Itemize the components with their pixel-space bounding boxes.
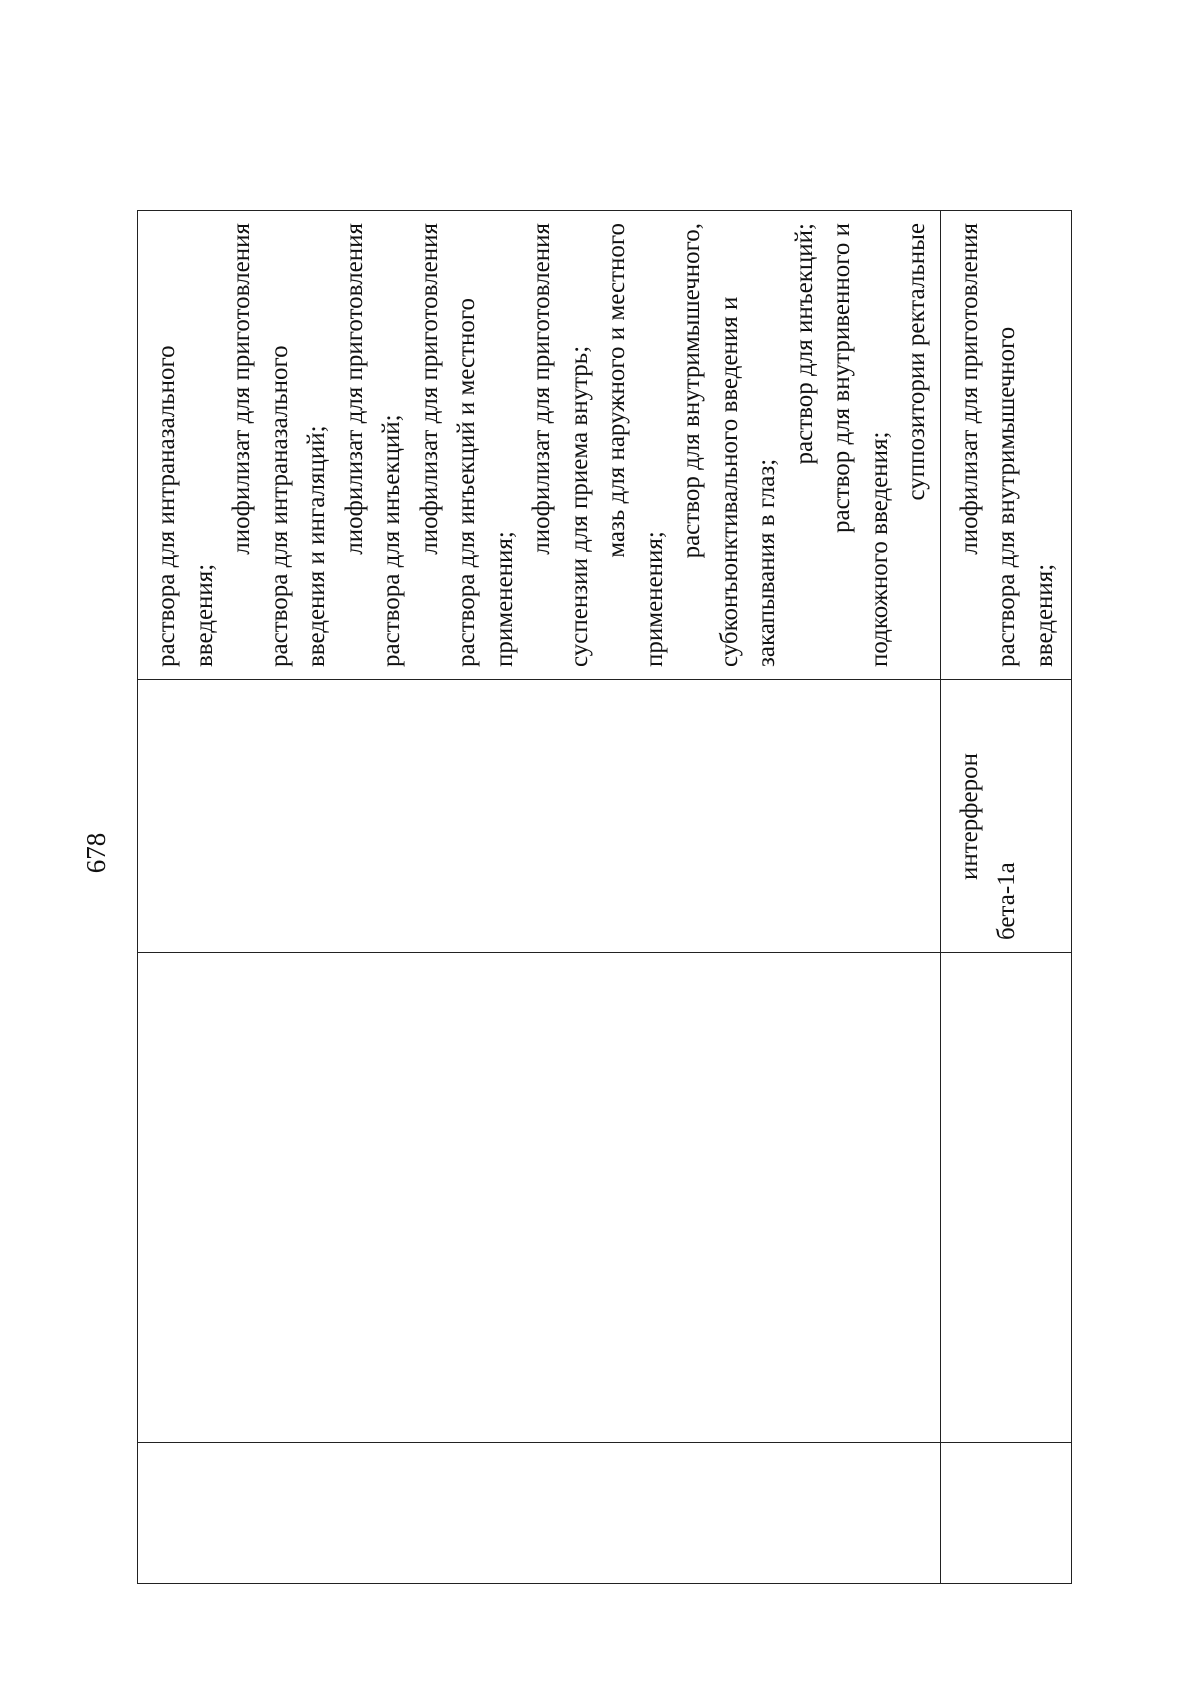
dosage-form-line: лиофилизат для приготовления (340, 223, 368, 555)
dosage-form-line: суппозитории ректальные (903, 223, 930, 501)
table-row (138, 211, 941, 1584)
cell-inn (138, 680, 941, 953)
cell-group (940, 953, 1071, 1443)
cell-dosage-forms (138, 211, 941, 680)
table-container (137, 211, 1058, 1584)
rotated-table-frame (137, 211, 1058, 1584)
dosage-form-line: введения; (190, 563, 218, 667)
cell-code (940, 1443, 1071, 1584)
cell-inn (940, 680, 1071, 953)
dosage-form-line: применения; (640, 531, 668, 667)
table-row (940, 211, 1071, 1584)
page-number: 678 (81, 832, 111, 874)
dosage-form-line: субконъюнктивального введения и (715, 296, 743, 667)
dosage-form-line: лиофилизат для приготовления (955, 223, 983, 555)
dosage-form-line: закапывания в глаз; (753, 458, 780, 667)
dosage-form-line: раствора для внутримышечного (993, 326, 1020, 667)
drug-table (137, 210, 1072, 1584)
dosage-form-line: введения; (1030, 563, 1058, 667)
dosage-form-line: раствора для интраназального (265, 345, 293, 667)
dosage-form-line: подкожного введения; (865, 431, 893, 667)
inn-name: интерферон бета-1a (955, 753, 1020, 940)
dosage-form-line: раствора для инъекций и местного (453, 297, 480, 667)
dosage-form-line: лиофилизат для приготовления (228, 223, 255, 555)
cell-dosage-forms (940, 211, 1071, 680)
dosage-form-line: суспензии для приема внутрь; (565, 345, 593, 667)
dosage-form-line: раствора для инъекций; (378, 414, 405, 667)
dosage-form-line: лиофилизат для приготовления (528, 223, 555, 555)
cell-code (138, 1443, 941, 1584)
dosage-form-line: лиофилизат для приготовления (415, 223, 443, 555)
dosage-form-line: раствор для инъекций; (790, 223, 818, 465)
dosage-form-line: применения; (490, 531, 518, 667)
dosage-form-line: раствора для интраназального (153, 345, 180, 667)
dosage-form-line: мазь для наружного и местного (603, 223, 630, 558)
dosage-form-line: раствор для внутривенного и (828, 223, 855, 534)
cell-group (138, 953, 941, 1443)
dosage-form-line: раствор для внутримышечного, (678, 223, 705, 559)
dosage-form-line: введения и ингаляций; (303, 425, 330, 667)
